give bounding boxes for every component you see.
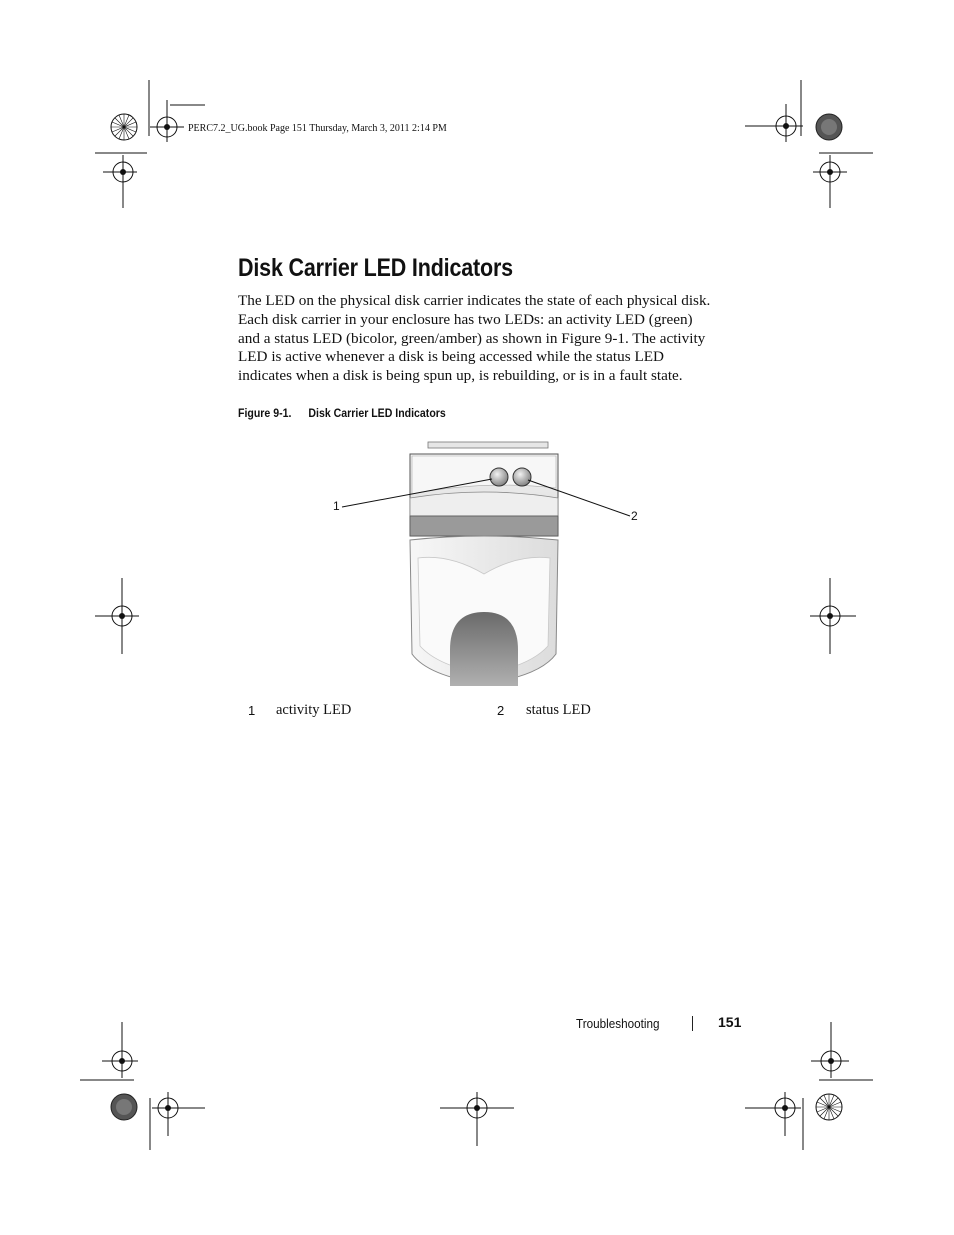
callout-number-2: 2 [631, 509, 638, 523]
legend-label: status LED [526, 702, 591, 718]
footer-section-name: Troubleshooting [576, 1016, 660, 1031]
registration-mark-bottom-center-icon [440, 1088, 516, 1148]
body-paragraph [238, 292, 738, 386]
registration-mark-top-right-icon [745, 80, 875, 210]
body-line: LED is active whenever a disk is being accessed while the status LED [238, 348, 664, 366]
legend-number: 2 [497, 703, 505, 718]
body-line: Each disk carrier in your enclosure has two LEDs: an activity LED (green) [238, 310, 693, 328]
print-header: PERC7.2_UG.book Page 151 Thursday, March 3, 2011 2:14 PM [188, 123, 447, 134]
page-title: Disk Carrier LED Indicators [238, 254, 513, 282]
legend-number: 1 [248, 703, 256, 718]
figure-caption-title: Disk Carrier LED Indicators [308, 406, 446, 420]
carrier-arch-opening [450, 612, 518, 686]
legend-label: activity LED [276, 702, 352, 718]
registration-mark-bottom-right-icon [745, 1022, 875, 1152]
registration-mark-top-left-icon [95, 80, 215, 210]
registration-mark-right-middle-icon [808, 578, 858, 658]
disk-carrier-illustration [320, 436, 650, 686]
body-line: indicates when a disk is being spun up, is rebuilding, or is in a fault state. [238, 367, 683, 385]
footer-separator [692, 1016, 693, 1031]
figure-caption-label: Figure 9-1. [238, 406, 292, 420]
registration-mark-left-middle-icon [95, 578, 145, 658]
carrier-handle-bar [410, 492, 558, 516]
activity-led-icon [490, 468, 508, 486]
registration-mark-bottom-left-icon [80, 1022, 210, 1152]
body-line: The LED on the physical disk carrier indicates the state of each physical disk. [238, 292, 711, 309]
callout-number-1: 1 [333, 499, 340, 513]
page-number: 151 [718, 1014, 742, 1030]
carrier-dark-band [410, 516, 558, 536]
status-led-icon [513, 468, 531, 486]
figure-caption [238, 406, 446, 420]
body-line: and a status LED (bicolor, green/amber) as shown in Figure 9-1. The activity [238, 329, 706, 347]
carrier-top-rail [428, 442, 548, 448]
